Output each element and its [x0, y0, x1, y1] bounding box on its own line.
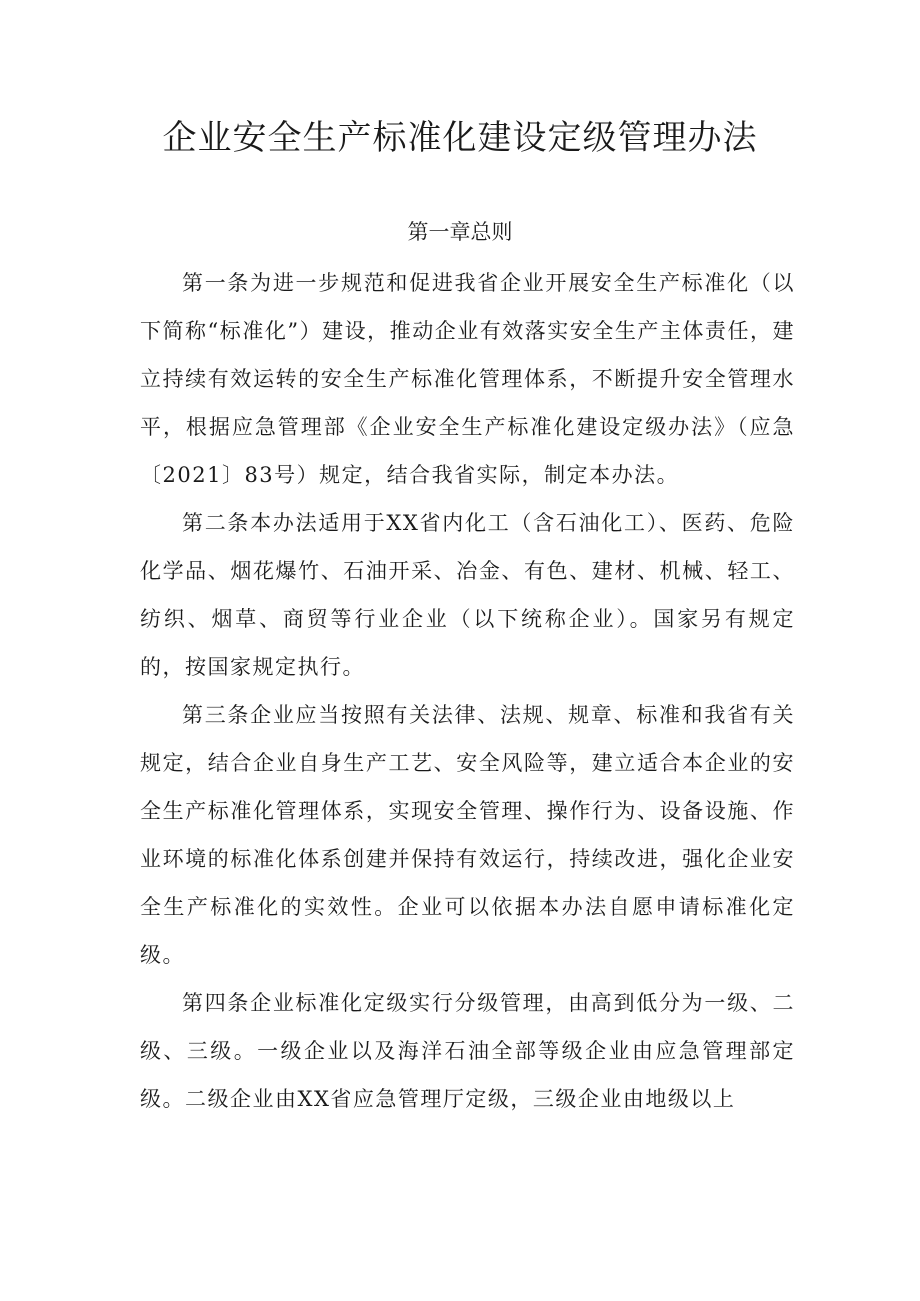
article-1-paragraph: 第一条为进一步规范和促进我省企业开展安全生产标准化（以下简称“标准化”）建设，推动企业有效落实安全生产主体责任，建立持续有效运转的安全生产标准化管理体系，不断提升安全管理水平，根据应急管理部《企业安全生产标准化建设定级办法》（应急〔2021〕83号）规定，结合我省实际，制定本办法。 [140, 271, 795, 487]
document-title: 企业安全生产标准化建设定级管理办法 [162, 118, 758, 158]
article-4-paragraph: 第四条企业标准化定级实行分级管理，由高到低分为一级、二级、三级。一级企业以及海洋石油全部等级企业由应急管理部定级。二级企业由XX省应急管理厅定级，三级企业由地级以上 [140, 991, 795, 1111]
article-3-paragraph: 第三条企业应当按照有关法律、法规、规章、标准和我省有关规定，结合企业自身生产工艺、安全风险等，建立适合本企业的安全生产标准化管理体系，实现安全管理、操作行为、设备设施、作业环境的标准化体系创建并保持有效运行，持续改进，强化企业安全生产标准化的实效性。企业可以依据本办法自愿申请标准化定级。 [140, 703, 795, 967]
chapter-heading: 第一章总则 [407, 220, 513, 244]
document-body [140, 259, 795, 1123]
article-2-paragraph: 第二条本办法适用于XX省内化工（含石油化工）、医药、危险化学品、烟花爆竹、石油开采、冶金、有色、建材、机械、轻工、纺织、烟草、商贸等行业企业（以下统称企业）。国家另有规定的，按国家规定执行。 [140, 511, 795, 679]
